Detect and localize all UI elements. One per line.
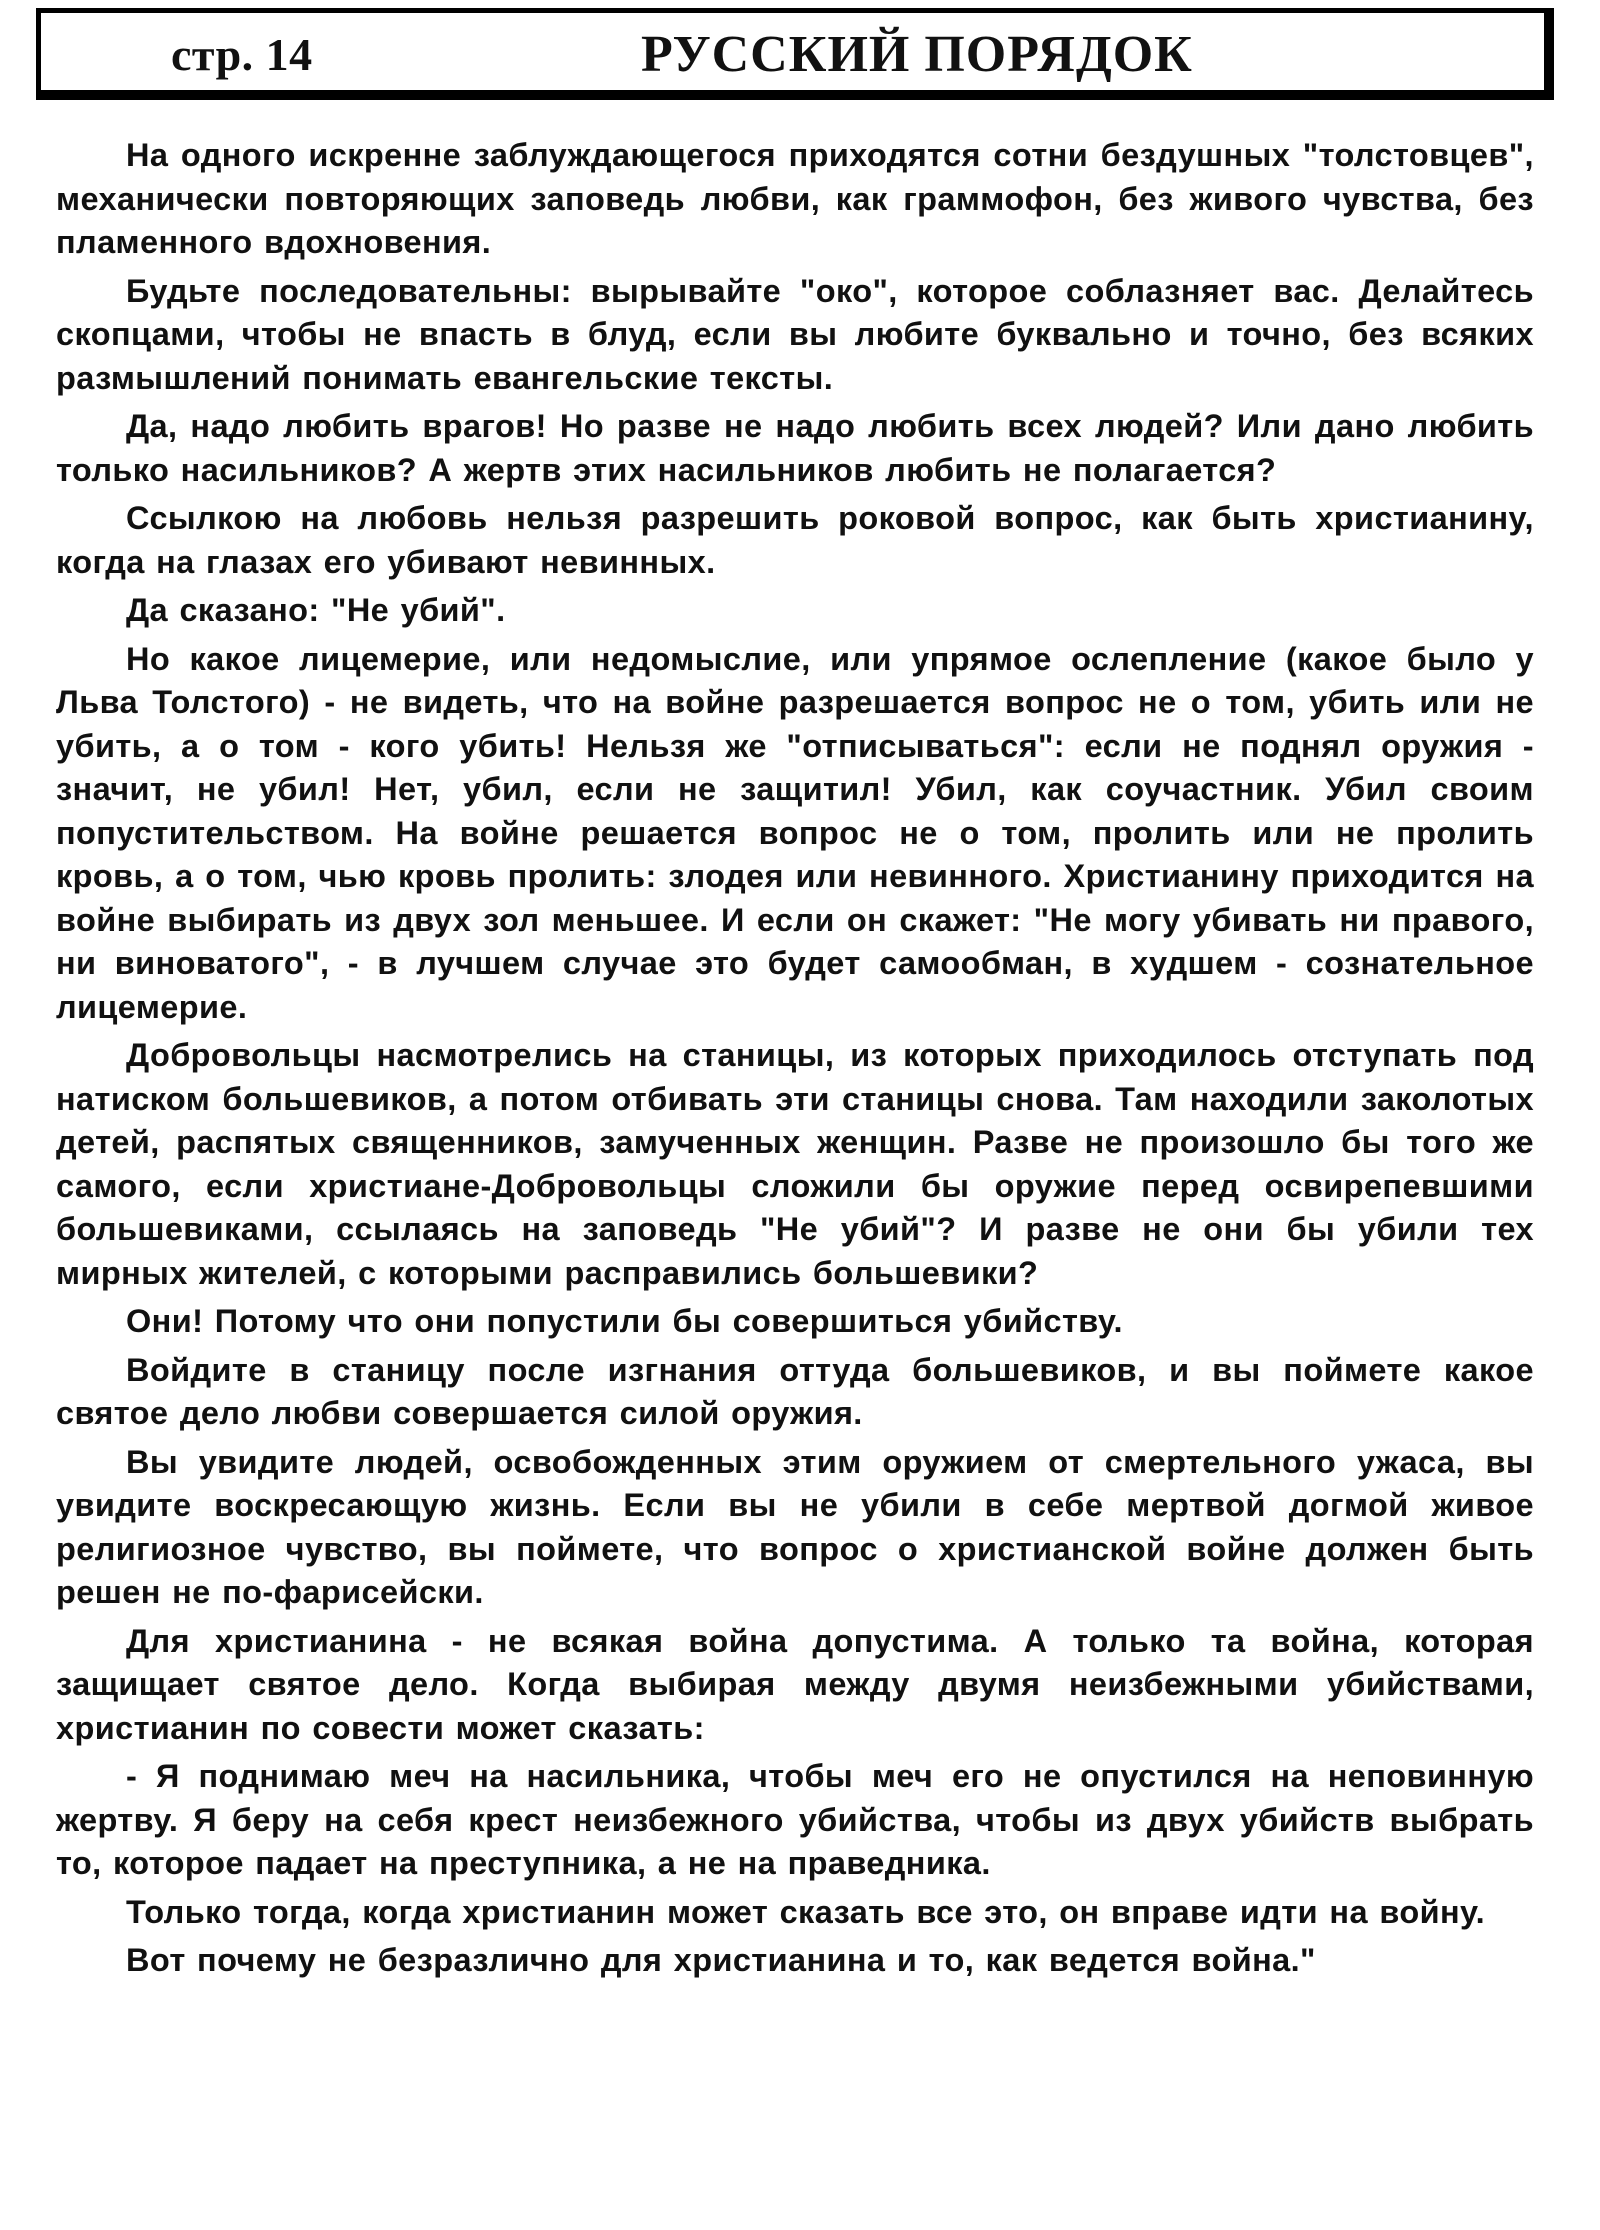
paragraph: Ссылкою на любовь нельзя разрешить роковой вопрос, как быть христианину, когда на глазах его убивают невинных. bbox=[56, 500, 1534, 580]
paragraph: Войдите в станицу после изгнания оттуда большевиков, и вы поймете какое святое дело любви совершается силой оружия. bbox=[56, 1351, 1534, 1431]
paragraph: Только тогда, когда христианин может сказать все это, он вправе идти на войну. bbox=[126, 1893, 1486, 1930]
paragraph: Вот почему не безразлично для христианина и то, как ведется война." bbox=[126, 1942, 1316, 1978]
paragraph: Да сказано: "Не убий". bbox=[126, 592, 506, 628]
paragraph: Для христианина - не всякая война допустима. А только та война, которая защищает святое дело. Когда выбирая между двумя неизбежными убийствами, христианин по совести может сказать: bbox=[56, 1622, 1534, 1746]
paragraph: Да, надо любить врагов! Но разве не надо любить всех людей? Или дано любить только насильников? А жертв этих насильников любить не полагается? bbox=[56, 408, 1534, 488]
paragraph: Будьте последовательны: вырывайте "око", которое соблазняет вас. Делайтесь скопцами, чтобы не впасть в блуд, если вы любите буквально и точно, без всяких размышлений понимать евангельские тексты. bbox=[56, 272, 1534, 396]
article-body bbox=[56, 134, 1534, 1988]
newspaper-title: РУССКИЙ ПОРЯДОК bbox=[641, 26, 1193, 83]
paragraph: Но какое лицемерие, или недомыслие, или упрямое ослепление (какое было у Льва Толстого) - не видеть, что на войне разрешается вопрос не о том, убить или не убить, а о том - кого убить! Нельзя же "отписываться": если не поднял оружия - значит, не убил! Нет, убил, если не защитил! Убил, как соучастник. Убил своим попустительством. На войне решается вопрос не о том, пролить или не пролить кровь, а о том, чью кровь пролить: злодея или невинного. Христианину приходится на войне выбирать из двух зол меньшее. И если он скажет: "Не могу убивать ни правого, ни виноватого", - в лучшем случае это будет самообман, в худшем - сознательное лицемерие. bbox=[56, 640, 1534, 1025]
paragraph: - Я поднимаю меч на насильника, чтобы меч его не опустился на неповинную жертву. Я беру на себя крест неизбежного убийства, чтобы из двух убийств выбрать то, которое падает на преступника, а не на праведника. bbox=[56, 1758, 1534, 1881]
paragraph: Добровольцы насмотрелись на станицы, из которых приходилось отступать под натиском большевиков, а потом отбивать эти станицы снова. Там находили заколотых детей, распятых священников, замученных женщин. Разве не произошло бы того же самого, если христиане-Добровольцы сложили бы оружие перед освирепевшими большевиками, ссылаясь на заповедь "Не убий"? И разве не они бы убили тех мирных жителей, с которыми расправились большевики? bbox=[56, 1037, 1534, 1291]
page-number: стр. 14 bbox=[171, 29, 313, 80]
paragraph: На одного искренне заблуждающегося приходятся сотни бездушных "толстовцев", механически повторяющих заповедь любви, как граммофон, без живого чувства, без пламенного вдохновения. bbox=[56, 137, 1534, 260]
paragraph: Вы увидите людей, освобожденных этим оружием от смертельного ужаса, вы увидите воскресающую жизнь. Если вы не убили в себе мертвой догмой живое религиозное чувство, вы поймете, что вопрос о христианской войне должен быть решен не по-фарисейски. bbox=[56, 1443, 1534, 1610]
paragraph: Они! Потому что они попустили бы совершиться убийству. bbox=[126, 1303, 1123, 1339]
page-header bbox=[36, 8, 1554, 100]
